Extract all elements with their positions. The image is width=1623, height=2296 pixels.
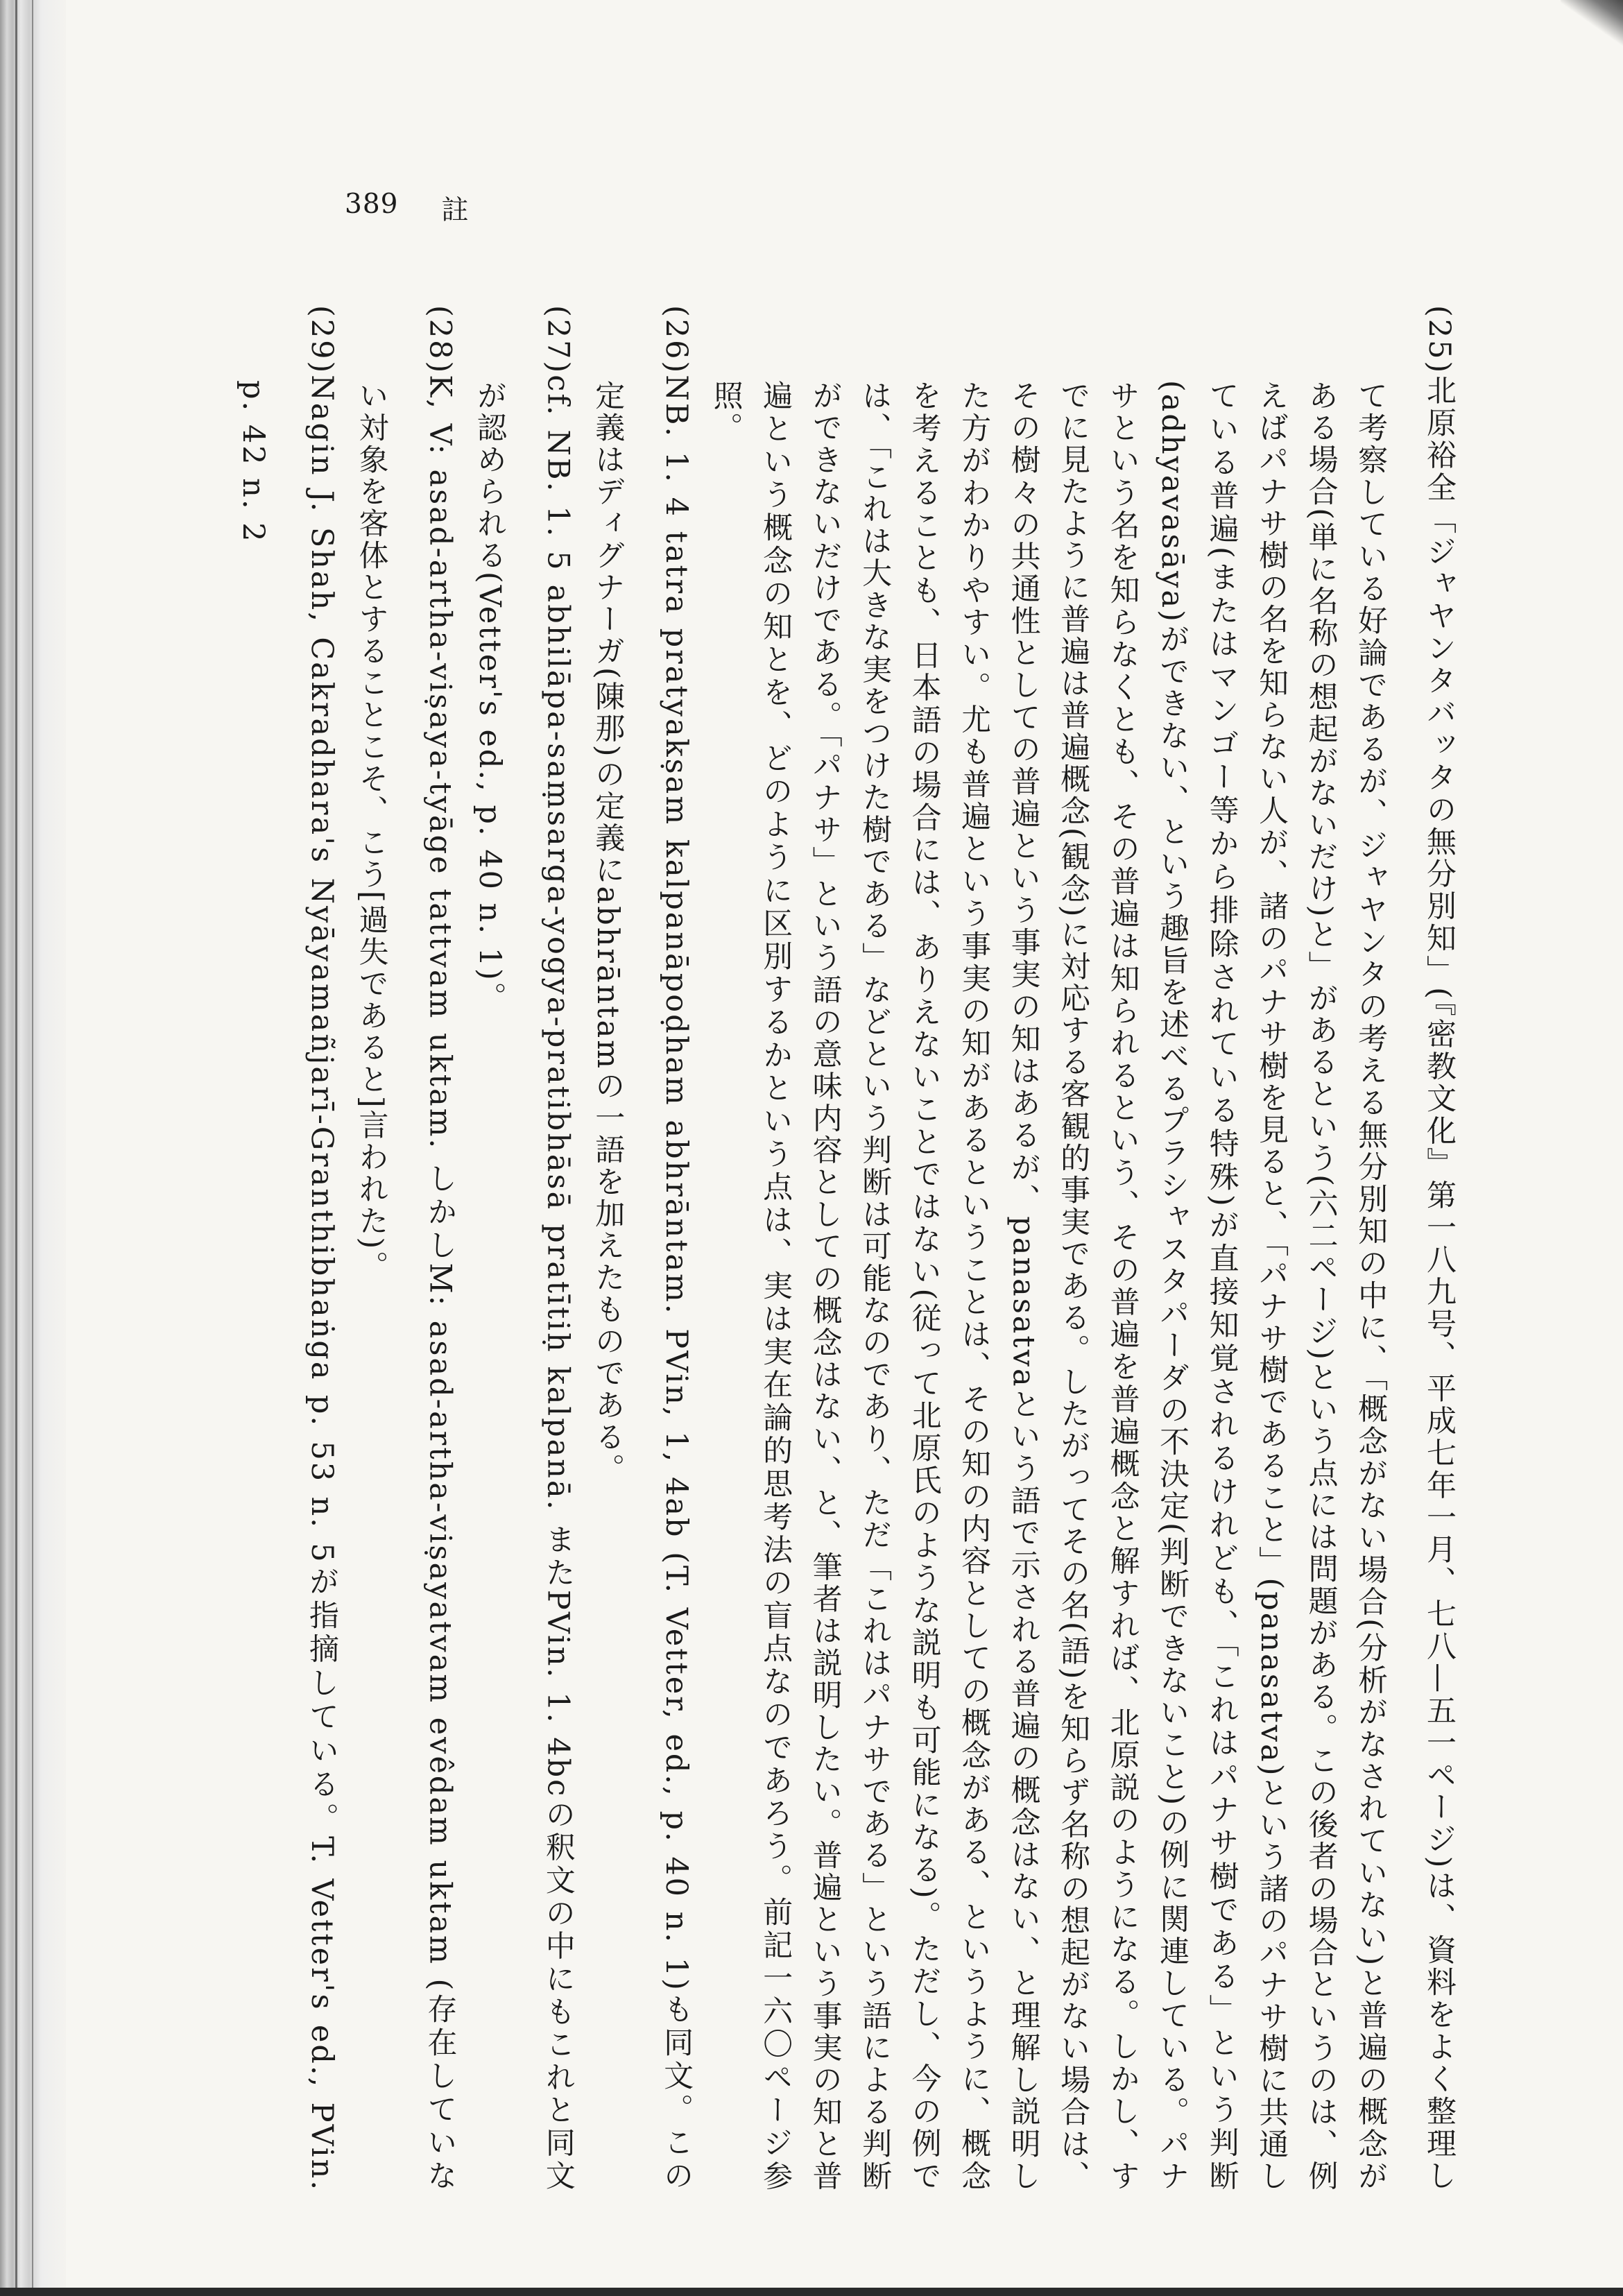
note-number: (28) xyxy=(422,305,458,375)
note-27 xyxy=(464,305,582,2192)
note-text: Nagin J. Shah, Cakradhara's Nyāyamañjarī-Granthibhaṅga p. 53 n. 5が指摘している。T. Vetter's ed., PVin. p. 42 n. 2 xyxy=(236,375,339,2192)
page-number: 389 xyxy=(345,189,399,220)
scan-corner-shadow xyxy=(1561,0,1623,55)
note-text: cf. NB. 1. 5 abhilāpa-saṃsarga-yogya-pratibhāsā pratītiḥ kalpanā. またPVin. 1. 4bcの釈文の中にもこれと同文が認められる(Vetter's ed., p. 40 n. 1)。 xyxy=(472,375,576,2192)
section-title: 註 xyxy=(441,195,470,226)
note-number: (27) xyxy=(540,305,576,375)
running-head xyxy=(345,189,469,228)
note-number: (26) xyxy=(659,305,694,375)
note-text: 北原裕全「ジャヤンタバッタの無分別知」(『密教文化』第一八九号、平成七年一月、七八—五一ページ)は、資料をよく整理して考察している好論であるが、ジャヤンタの考える無分別知の中に、「概念がない場合(分析がなされていない)と普遍の概念がある場合(単に名称の想起がないだけ)と」があるという(六二ページ)という点には問題がある。この後者の場合というのは、例えばパナサ樹の名を知らない人が、諸のパナサ樹を見ると、「パナサ樹であること」(panasatva)という諸のパナサ樹に共通している普遍(またはマンゴー等から排除されている特殊)が直接知覚されるけれども、「これはパナサ樹である」という判断(adhyavasāya)ができない、という趣旨を述べるプラシャスタパーダの不決定(判断できないこと)の例に関連している。パナサという名を知らなくとも、その普遍は知られるという、その普遍を普遍概念と解すれば、北原説のようになる。しかし、すでに見たように普遍は普遍概念(観念)に対応する客観的事実である。したがってその名(語)を知らず名称の想起がない場合は、その樹々の共通性としての普遍という事実の知はあるが、panasatvaという語で示される普遍の概念はない、と理解し説明した方がわかりやすい。尤も普遍という事実の知があるということは、その知の内容としての概念がある、というように、概念を考えることも、日本語の場合には、ありえないことではない(従って北原氏のような説明も可能になる)。ただし、今の例では、「これは大きな実をつけた樹である」などという判断は可能なのであり、ただ「これはパナサである」という語による判断ができないだけである。「パナサ」という語の意味内容としての概念はない、と、筆者は説明したい。普遍という事実の知と普遍という概念の知とを、どのように区別するかという点は、実は実在論的思考法の盲点なのであろう。前記一六〇ページ参照。 xyxy=(708,375,1457,2193)
note-number: (29) xyxy=(304,305,339,375)
notes-body xyxy=(236,305,1463,2193)
note-25 xyxy=(701,305,1463,2192)
note-26 xyxy=(583,305,701,2192)
binding-line xyxy=(32,0,33,2296)
note-number: (25) xyxy=(1422,305,1457,375)
note-29 xyxy=(228,305,346,2192)
binding-line xyxy=(15,0,17,2296)
scan-bottom-edge xyxy=(0,2288,1623,2296)
note-28 xyxy=(346,305,464,2192)
note-text: K, V: asad-artha-viṣaya-tyāge tattvam uktam. しかしM: asad-artha-viṣayatvam evêdam uktam (存在していない対象を客体とすることこそ、こう[過失であると]言われた)。 xyxy=(354,375,458,2192)
note-text: NB. 1. 4 tatra pratyakṣam kalpanāpoḍham abhrāntam. PVin, 1, 4ab (T. Vetter, ed., p. 40 n. 1)も同文。この定義はディグナーガ(陳那)の定義にabhrāntamの一語を加えたものである。 xyxy=(590,375,694,2192)
